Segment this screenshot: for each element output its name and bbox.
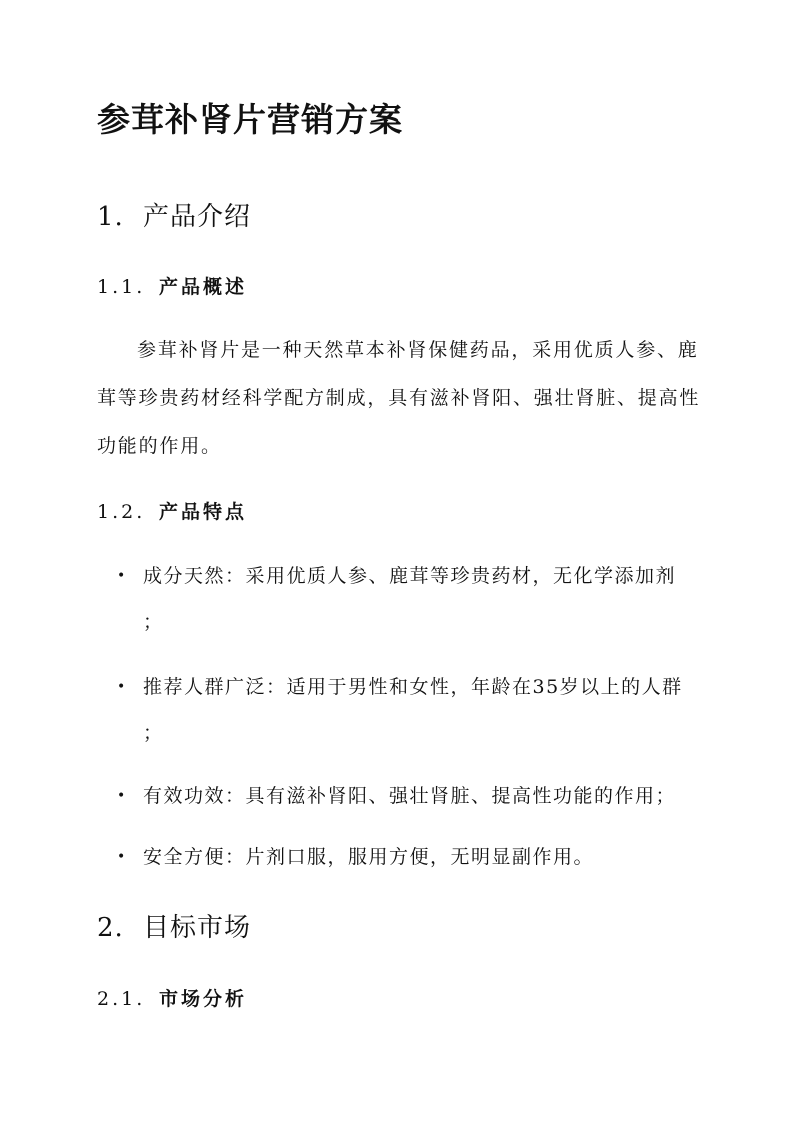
- subsection-number: 1.2.: [97, 501, 146, 523]
- section-title: 目标市场: [143, 913, 252, 943]
- subsection-number: 2.1.: [97, 988, 146, 1010]
- product-overview-paragraph: [97, 326, 709, 470]
- list-item-text: 有效功效：具有滋补肾阳、强壮肾脏、提高性功能的作用；: [143, 785, 677, 807]
- section-title: 产品介绍: [143, 202, 252, 232]
- subsection-title: 产品概述: [159, 276, 248, 298]
- section-number: 1.: [97, 202, 124, 232]
- section-heading-product-intro: [97, 196, 251, 233]
- list-item-text: 成分天然：采用优质人参、鹿茸等珍贵药材，无化学添加剂: [143, 565, 677, 587]
- subsection-title: 市场分析: [159, 988, 248, 1010]
- section-number: 2.: [97, 913, 124, 943]
- list-item: [117, 773, 676, 819]
- subsection-heading-market-analysis: [97, 984, 247, 1011]
- bullet-icon: •: [117, 849, 126, 865]
- list-item: [117, 553, 676, 645]
- section-heading-target-market: [97, 907, 251, 944]
- list-item-text: 安全方便：片剂口服，服用方便，无明显副作用。: [143, 846, 595, 868]
- bullet-icon: •: [117, 679, 126, 695]
- paragraph-line: 参茸补肾片是一种天然草本补肾保健药品，采用优质人参、鹿: [137, 339, 699, 361]
- subsection-heading-product-features: [97, 497, 247, 524]
- list-item-continuation: ；: [143, 611, 163, 633]
- list-item-text: 推荐人群广泛：适用于男性和女性，年龄在35岁以上的人群: [143, 676, 683, 698]
- subsection-number: 1.1.: [97, 276, 146, 298]
- document-title: 参茸补肾片营销方案: [97, 100, 403, 139]
- paragraph-line: 茸等珍贵药材经科学配方制成，具有滋补肾阳、强壮肾脏、提高性: [97, 387, 701, 409]
- list-item-continuation: ；: [143, 722, 163, 744]
- list-item: [117, 664, 683, 756]
- list-item: [117, 834, 594, 880]
- bullet-icon: •: [117, 788, 126, 804]
- bullet-icon: •: [117, 568, 126, 584]
- subsection-heading-product-overview: [97, 272, 247, 299]
- subsection-title: 产品特点: [159, 501, 248, 523]
- paragraph-line: 功能的作用。: [97, 435, 222, 457]
